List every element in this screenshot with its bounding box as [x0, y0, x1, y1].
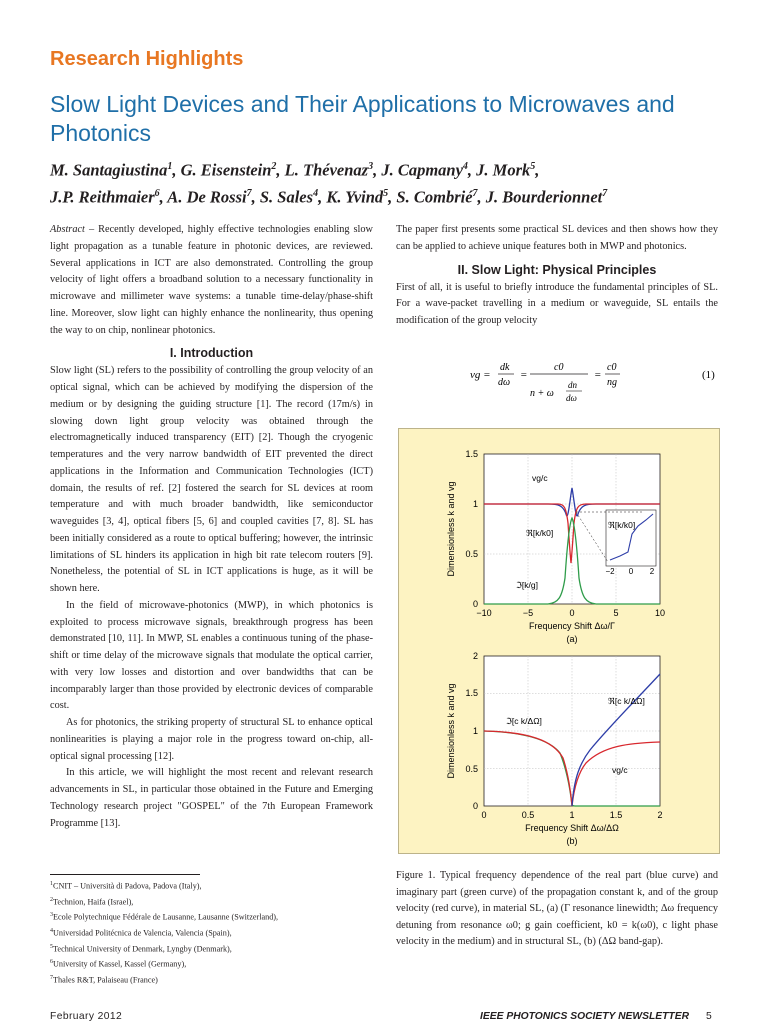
plot-b-xtick-2: 2 [657, 810, 663, 820]
right-paragraph-2: First of all, it is useful to briefly introduce the fundamental principles of SL. For a wave-packet travelling in a medium or waveguide, SL entails the modification of the group velocity [396, 281, 718, 326]
footer-page-number: 5 [706, 1011, 712, 1022]
abstract [50, 222, 373, 339]
plot-a-xtick-5: 5 [613, 608, 619, 618]
authors-line-1: M. Santagiustina$^1$, G. Eisenstein$^2$, L. Thévenaz$^3$, J. Capmany$^4$, J. Mork$^5$, [50, 160, 540, 180]
equation-num3: c0 [607, 362, 617, 373]
equation-number: (1) [702, 369, 715, 381]
plot-a-ytick-0.5: 0.5 [465, 549, 478, 559]
plot-a-inset-label: ℜ[k/k0] [608, 520, 636, 530]
plot-b-vg-label: vg/c [612, 765, 628, 775]
plot-b-ytick-0.5: 0.5 [465, 764, 478, 774]
left-column [50, 222, 373, 832]
figure-1-caption: Figure 1. Typical frequency dependence of the real part (blue curve) and imaginary part (green curve) of the propagation constant k, and of the group velocity (red curve), in material SL, (a) (Γ resonance linewidth; Δω frequency detuning from resonance ω0; g gain coefficient, k0 = k(ω0), c light phase velocity in the medium) and in structural SL, (b) (ΔΩ band-gap). [396, 870, 718, 947]
plot-a-ylabel: Dimensionless k and vg [446, 481, 456, 577]
plot-a [446, 449, 665, 644]
figure-1 [398, 428, 720, 854]
footnote-divider [50, 874, 200, 875]
plot-b-ytick-0: 0 [472, 801, 478, 811]
plot-a-ytick-0: 0 [472, 599, 478, 609]
plot-b-xlabel: Frequency Shift Δω/ΔΩ [525, 823, 619, 833]
authors-line-2: J.P. Reithmaier$^6$, A. De Rossi$^7$, S. Sales$^4$, K. Yvind$^5$, S. Combrié$^7$, J. Bourderionnet$^7$ [50, 187, 608, 206]
plot-a-ytick-1: 1 [472, 499, 478, 509]
equation-den2-num: dn [568, 380, 577, 390]
plot-a-panel-label: (a) [566, 634, 578, 644]
equation-eq2: = [594, 369, 602, 381]
equation-den1: dω [498, 377, 511, 388]
plot-a-inset-tick-2: 2 [649, 567, 655, 576]
footer-newsletter: IEEE PHOTONICS SOCIETY NEWSLETTER [480, 1011, 690, 1022]
plot-a-vg-label: vg/c [532, 473, 548, 483]
abstract-text: Recently developed, highly effective technologies enabling slow light propagation as a tunable feature in photonic devices, are reviewed. Several applications in ICT are also demonstrated. Controlling the group velocity of light offers a broadband solution to a necessary functionality in microwave and millimeter wave systems: a tunable time-delay/phase-shift line. Moreover, slow light can highly enhance the nonlinearity, thus opening the way to on chip, nonlinear photonics. [50, 224, 373, 336]
intro-heading: I. Introduction [169, 346, 254, 361]
affiliation-7: $^7$Thales R&T, Palaiseau (France) [50, 974, 158, 985]
plot-b-ytick-1: 1 [472, 726, 478, 736]
plot-b-ytick-1.5: 1.5 [465, 688, 478, 698]
affiliation-2: $^2$Technion, Haifa (Israel), [50, 896, 134, 907]
plot-a-ytick-1.5: 1.5 [465, 449, 478, 459]
footer-date: February 2012 [50, 1011, 123, 1022]
plot-a-xtick-10: 10 [654, 608, 666, 618]
plot-b-real-label: ℜ[c k/ΔΩ] [608, 696, 645, 706]
section-2-heading: II. Slow Light: Physical Principles [457, 262, 657, 277]
plot-b-ylabel: Dimensionless k and vg [446, 683, 456, 779]
article-title: Slow Light Devices and Their Applications to Microwaves and Photonics [50, 91, 675, 146]
right-paragraph-1: The paper first presents some practical SL devices and then shows how they can be applied to achieve unique features both in MWP and photonics. [396, 224, 718, 252]
plot-b-xtick-0.5: 0.5 [521, 810, 535, 820]
plot-b-panel-label: (b) [566, 836, 578, 846]
section-label: Research Highlights [50, 48, 244, 70]
equation-den2-den: dω [566, 393, 577, 403]
group-velocity-equation [396, 356, 718, 412]
affiliation-5: $^5$Technical University of Denmark, Lyngby (Denmark), [50, 943, 232, 954]
affiliation-3: $^3$Ecole Polytechnique Fédérale de Lausanne, Lausanne (Switzerland), [50, 912, 279, 923]
plot-b-ytick-2: 2 [472, 651, 478, 661]
plot-b-xtick-1: 1 [569, 810, 575, 820]
plot-a-inset-tick-0: 0 [628, 567, 634, 576]
plot-a-xtick-m10: −10 [476, 608, 492, 618]
affiliation-6: $^6$University of Kassel, Kassel (Germany), [50, 959, 187, 969]
plot-b-xtick-0: 0 [481, 810, 487, 820]
equation-num2: c0 [554, 362, 564, 373]
author-list [50, 155, 730, 208]
affiliation-4: $^4$Universidad Politécnica de Valencia, Valencia (Spain), [50, 927, 232, 938]
intro-paragraph-1: Slow light (SL) refers to the possibility of controlling the group velocity of an optical signal, which can be achieved by modifying the dispersion of the medium or by designing the guiding structure [1]. The record (17m/s) in slowing down light group velocity was obtained through the electromagnetically induced transparency (EIT) [2]. Though the cryogenic temperatures and the very narrow bandwidth of EIT prevented the direct applications in the Information and Communication Technologies (ICT) domain, the results of ref. [2] fostered the search for SL devices at room temperature and with much broader bandwidth, like semiconductor waveguides [3, 4], optical fibers [5, 6] and coupled cavities [7, 8]. SL has been initially considered as a route to optical buffering; however, the intrinsic limitations of SL hinders its application in high bit rate telecom routers [9]. Nonetheless, the potential of SL in ICT applications is huge, as it will be shown here. [50, 365, 373, 594]
plot-a-imag-label: ℑ[k/g] [516, 580, 538, 590]
affiliation-1: $^1$CNIT – Università di Padova, Padova (Italy), [50, 881, 202, 891]
plot-a-inset-tick-m2: −2 [605, 567, 615, 576]
intro-paragraph-2: In the field of microwave-photonics (MWP), in which photonics is exploited to process microwave signals, breakthrough progress has been demonstrated [10, 11]. In MWP, SL enables a continuous tuning of the phase-shift or time delay of the microwave signals that modulate the optical carrier, with very low losses and distortion and over bandwidths that can be incomparably larger than those provided by electronic devices of comparable cost. [50, 599, 373, 712]
plot-b-imag-label: ℑ[c k/ΔΩ] [506, 716, 542, 726]
plot-b [446, 651, 663, 846]
equation-den2: n + ω [530, 388, 554, 399]
plot-a-xlabel: Frequency Shift Δω/Γ [528, 621, 616, 631]
equation-den3: ng [607, 377, 617, 388]
intro-paragraph-3: As for photonics, the striking property of structural SL to enhance optical nonlinearities is playing a major role in the progress toward on-chip, all-optical signal processing [12]. [50, 717, 373, 762]
equation-num1: dk [500, 362, 510, 373]
plot-a-xtick-0: 0 [569, 608, 575, 618]
intro-paragraph-4: In this article, we will highlight the most recent and relevant research advancements in SL, in particular those obtained in the Future and Emerging Technology research project "GOSPEL" of the 7th European Framework Programme [13]. [50, 767, 373, 829]
affiliations [50, 878, 380, 987]
equation-lhs: vg = [470, 369, 491, 381]
right-column [396, 222, 718, 330]
plot-a-xtick-m5: −5 [522, 608, 534, 618]
equation-eq1: = [520, 369, 528, 381]
plot-b-xtick-1.5: 1.5 [609, 810, 623, 820]
abstract-label: Abstract – [50, 224, 95, 235]
plot-a-real-label: ℜ[k/k0] [526, 528, 554, 538]
